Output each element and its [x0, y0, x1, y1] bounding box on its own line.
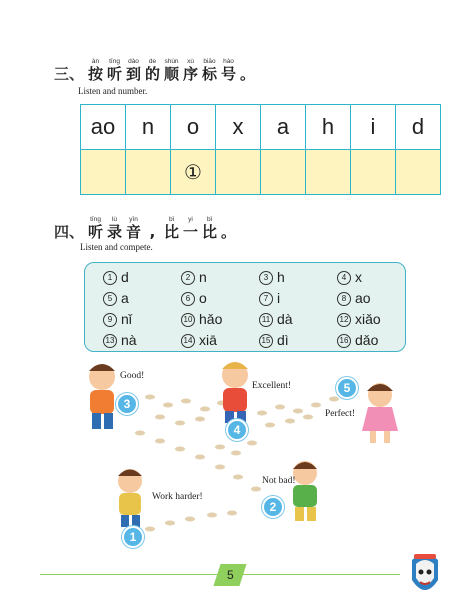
title-char — [86, 216, 105, 241]
item-text: hǎo — [199, 311, 223, 327]
item-number: 11 — [259, 313, 273, 327]
hanzi: 。 — [240, 65, 256, 83]
letter-cell: x — [216, 105, 261, 150]
compete-item — [337, 269, 362, 285]
section3-subtitle: Listen and number. — [78, 86, 148, 96]
item-number: 14 — [181, 334, 195, 348]
letter-cell: ao — [81, 105, 126, 150]
answer-cell[interactable] — [126, 150, 171, 195]
item-text: dǎo — [355, 332, 379, 348]
letter-cell: a — [261, 105, 306, 150]
hanzi: 一 — [183, 223, 199, 241]
section4-number: 四、 — [54, 223, 85, 241]
compete-item — [259, 290, 280, 306]
item-text: x — [355, 269, 362, 285]
hanzi: 录 — [107, 223, 123, 241]
letter-cell: d — [396, 105, 441, 150]
kid-perfect — [362, 383, 398, 443]
item-number: 13 — [103, 334, 117, 348]
page-number: 5 — [226, 568, 234, 582]
title-char — [143, 58, 162, 83]
answer-cell[interactable] — [351, 150, 396, 195]
compete-item — [103, 332, 137, 348]
answer-cell[interactable] — [306, 150, 351, 195]
pinyin: biāo — [203, 58, 216, 65]
answer-cell[interactable] — [261, 150, 306, 195]
compete-item — [181, 311, 222, 327]
step-bubble-3: 3 — [116, 393, 138, 415]
item-text: xiā — [199, 332, 217, 348]
hanzi: 。 — [221, 223, 237, 241]
letters-row — [81, 105, 441, 150]
compete-item — [259, 311, 293, 327]
item-text: nǐ — [121, 311, 132, 327]
compete-box — [84, 262, 406, 352]
item-number: 15 — [259, 334, 273, 348]
hanzi: 比 — [164, 223, 180, 241]
speech-excellent: Excellent! — [252, 381, 292, 391]
pinyin: tīng — [90, 216, 101, 223]
hanzi: 按 — [88, 65, 104, 83]
item-number: 3 — [259, 271, 273, 285]
answer-cell[interactable]: ① — [171, 150, 216, 195]
item-number: 5 — [103, 292, 117, 306]
item-text: dì — [277, 332, 289, 348]
step-bubble-2: 2 — [262, 496, 284, 518]
compete-item — [103, 269, 129, 285]
title-char — [124, 58, 143, 83]
title-char — [86, 58, 105, 83]
item-text: i — [277, 290, 281, 306]
item-number: 1 — [103, 271, 117, 285]
letter-cell: n — [126, 105, 171, 150]
speech-good: Good! — [120, 371, 145, 381]
title-char — [105, 58, 124, 83]
pinyin: tīng — [109, 58, 120, 65]
item-number: 12 — [337, 313, 351, 327]
answer-cell[interactable] — [216, 150, 261, 195]
section4-title — [86, 216, 238, 241]
title-char — [238, 58, 257, 83]
section3-title — [86, 58, 257, 83]
pinyin: xù — [187, 58, 194, 65]
pinyin: yi — [188, 216, 193, 223]
hanzi: 标 — [202, 65, 218, 83]
compete-item — [181, 332, 217, 348]
item-text: a — [121, 290, 129, 306]
pinyin: yīn — [129, 216, 138, 223]
hanzi: 到 — [126, 65, 142, 83]
pinyin: de — [148, 58, 157, 65]
pinyin: bǐ — [168, 216, 175, 223]
pinyin: hào — [223, 58, 234, 65]
title-char — [124, 216, 143, 241]
page-number-badge — [213, 564, 246, 586]
item-number: 8 — [337, 292, 351, 306]
title-char — [200, 58, 219, 83]
pinyin: àn — [91, 58, 100, 65]
title-char — [219, 216, 238, 241]
step-bubble-1: 1 — [122, 526, 144, 548]
item-text: dà — [277, 311, 293, 327]
section4-heading — [54, 216, 238, 241]
letter-cell: h — [306, 105, 351, 150]
opera-mask-icon — [408, 550, 442, 600]
kid-good — [89, 364, 115, 429]
compete-item — [337, 311, 381, 327]
pinyin: dào — [128, 58, 139, 65]
compete-item — [337, 290, 371, 306]
compete-item — [337, 332, 378, 348]
kid-excellent — [222, 362, 248, 423]
section4-subtitle: Listen and compete. — [80, 242, 153, 252]
pinyin: lù — [111, 216, 118, 223]
compete-item — [181, 269, 207, 285]
title-char — [219, 58, 238, 83]
hanzi: 序 — [183, 65, 199, 83]
speech-perfect: Perfect! — [325, 409, 356, 419]
listen-number-table — [80, 104, 441, 195]
letter-cell: i — [351, 105, 396, 150]
kid-work-harder — [118, 469, 142, 527]
speech-not-bad: Not bad! — [262, 476, 296, 486]
item-number: 9 — [103, 313, 117, 327]
item-number: 16 — [337, 334, 351, 348]
title-char — [162, 58, 181, 83]
title-char — [181, 58, 200, 83]
answers-row — [81, 150, 441, 195]
answer-cell[interactable] — [396, 150, 441, 195]
item-text: ao — [355, 290, 371, 306]
item-text: n — [199, 269, 207, 285]
item-text: xiǎo — [355, 311, 381, 327]
title-char — [143, 216, 162, 241]
hanzi: 号 — [221, 65, 237, 83]
footprint-path-illustration — [0, 355, 450, 555]
item-text: nà — [121, 332, 137, 348]
step-bubble-5: 5 — [336, 377, 358, 399]
item-number: 6 — [181, 292, 195, 306]
compete-item — [259, 332, 289, 348]
item-number: 4 — [337, 271, 351, 285]
compete-item — [259, 269, 285, 285]
hanzi: 的 — [145, 65, 161, 83]
letter-cell: o — [171, 105, 216, 150]
kid-not-bad — [293, 461, 317, 521]
item-text: h — [277, 269, 285, 285]
speech-work-harder: Work harder! — [152, 492, 203, 502]
compete-item — [103, 290, 129, 306]
title-char — [162, 216, 181, 241]
hanzi: 音 — [126, 223, 142, 241]
title-char — [200, 216, 219, 241]
step-bubble-4: 4 — [226, 419, 248, 441]
hanzi: 顺 — [164, 65, 180, 83]
answer-cell[interactable] — [81, 150, 126, 195]
item-number: 2 — [181, 271, 195, 285]
item-number: 7 — [259, 292, 273, 306]
hanzi: 比 — [202, 223, 218, 241]
item-text: o — [199, 290, 207, 306]
hanzi: 听 — [107, 65, 123, 83]
item-text: d — [121, 269, 129, 285]
pinyin: bǐ — [206, 216, 213, 223]
section3-heading — [54, 58, 257, 83]
pinyin: shùn — [164, 58, 179, 65]
title-char — [105, 216, 124, 241]
title-char — [181, 216, 200, 241]
compete-item — [181, 290, 207, 306]
hanzi: 听 — [88, 223, 104, 241]
hanzi: , — [149, 223, 156, 241]
item-number: 10 — [181, 313, 195, 327]
compete-item — [103, 311, 132, 327]
section3-number: 三、 — [54, 65, 85, 83]
